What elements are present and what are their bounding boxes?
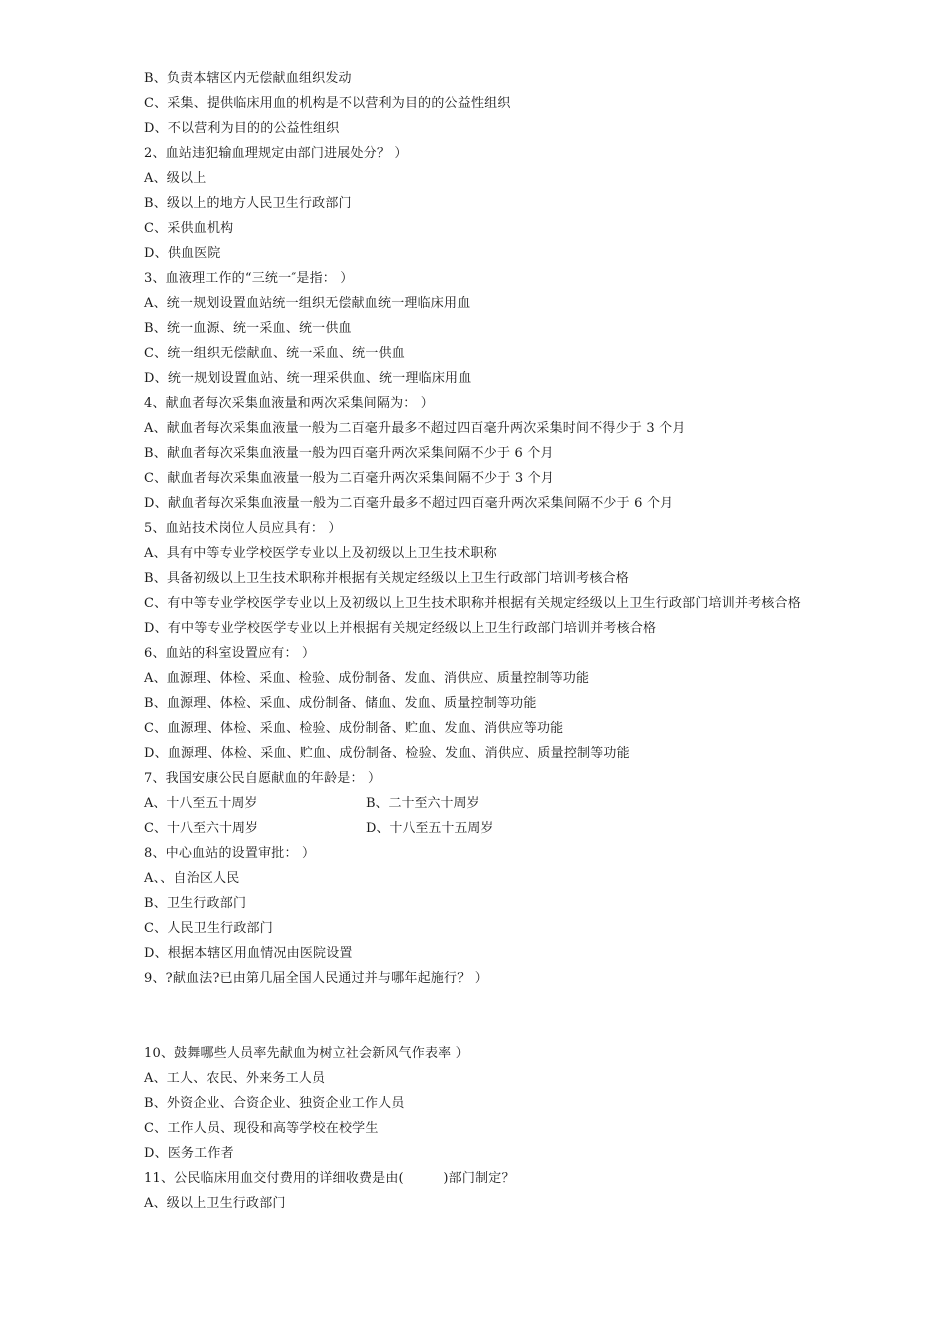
option-a-q2: A、级以上 <box>144 171 207 186</box>
options-row-q7-2 <box>144 816 824 841</box>
option-a-q5: A、具有中等专业学校医学专业以上及初级以上卫生技术职称 <box>144 546 497 561</box>
option-c-q1: C、采集、提供临床用血的机构是不以营利为目的的公益性组织 <box>144 96 511 111</box>
option-c-q7: C、十八至六十周岁 <box>144 821 258 836</box>
question-9: 9、?献血法?已由第几届全国人民通过并与哪年起施行？ ） <box>144 971 488 986</box>
option-c-q6: C、血源理、体检、采血、检验、成份制备、贮血、发血、消供应等功能 <box>144 721 564 736</box>
question-3: 3、血液理工作的“三统一″是指： ） <box>144 271 354 286</box>
option-b-q3: B、统一血源、统一采血、统一供血 <box>144 321 352 336</box>
options-row-q7-1 <box>144 791 824 816</box>
blank-space <box>144 991 824 1041</box>
question-6: 6、血站的科室设置应有： ） <box>144 646 316 661</box>
option-c-q10: C、工作人员、现役和高等学校在校学生 <box>144 1121 379 1136</box>
option-c-q4: C、献血者每次采集血液量一般为二百毫升两次采集间隔不少于 3 个月 <box>144 471 555 486</box>
option-b-q7: B、二十至六十周岁 <box>366 796 480 811</box>
option-b-q6: B、血源理、体检、采血、成份制备、储血、发血、质量控制等功能 <box>144 696 537 711</box>
option-b-q1: B、负责本辖区内无偿献血组织发动 <box>144 71 352 86</box>
option-d-q4: D、献血者每次采集血液量一般为二百毫升最多不超过四百毫升两次采集间隔不少于 6 个月 <box>144 496 674 511</box>
option-b-q8: B、卫生行政部门 <box>144 896 247 911</box>
option-a-q8: A、、自治区人民 <box>144 871 240 886</box>
option-d-q7: D、十八至五十五周岁 <box>366 821 494 836</box>
option-d-q6: D、血源理、体检、采血、贮血、成份制备、检验、发血、消供应、质量控制等功能 <box>144 746 630 761</box>
document-page <box>144 66 824 1216</box>
option-a-q3: A、统一规划设置血站统一组织无偿献血统一理临床用血 <box>144 296 471 311</box>
question-7: 7、我国安康公民自愿献血的年龄是： ） <box>144 771 382 786</box>
option-a-q10: A、工人、农民、外来务工人员 <box>144 1071 326 1086</box>
question-2: 2、血站违犯输血理规定由部门进展处分？ ） <box>144 146 408 161</box>
option-d-q8: D、根据本辖区用血情况由医院设置 <box>144 946 353 961</box>
question-5: 5、血站技术岗位人员应具有： ） <box>144 521 342 536</box>
option-a-q11: A、级以上卫生行政部门 <box>144 1196 286 1211</box>
option-b-q10: B、外资企业、合资企业、独资企业工作人员 <box>144 1096 405 1111</box>
question-11: 11、公民临床用血交付费用的详细收费是由( )部门制定？ <box>144 1171 515 1186</box>
question-10: 10、鼓舞哪些人员率先献血为树立社会新风气作表率 ） <box>144 1046 469 1061</box>
option-b-q5: B、具备初级以上卫生技术职称并根据有关规定经级以上卫生行政部门培训考核合格 <box>144 571 629 586</box>
option-d-q10: D、医务工作者 <box>144 1146 234 1161</box>
option-a-q4: A、献血者每次采集血液量一般为二百毫升最多不超过四百毫升两次采集时间不得少于 3 个月 <box>144 421 686 436</box>
option-a-q7: A、十八至五十周岁 <box>144 796 258 811</box>
option-c-q5: C、有中等专业学校医学专业以上及初级以上卫生技术职称并根据有关规定经级以上卫生行政部门培训并考核合格 <box>144 596 801 611</box>
option-c-q3: C、统一组织无偿献血、统一采血、统一供血 <box>144 346 405 361</box>
question-4: 4、献血者每次采集血液量和两次采集间隔为： ） <box>144 396 435 411</box>
option-d-q1: D、不以营利为目的的公益性组织 <box>144 121 340 136</box>
option-d-q3: D、统一规划设置血站、统一理采供血、统一理临床用血 <box>144 371 472 386</box>
option-d-q5: D、有中等专业学校医学专业以上并根据有关规定经级以上卫生行政部门培训并考核合格 <box>144 621 657 636</box>
option-c-q8: C、人民卫生行政部门 <box>144 921 273 936</box>
option-c-q2: C、采供血机构 <box>144 221 234 236</box>
option-b-q2: B、级以上的地方人民卫生行政部门 <box>144 196 352 211</box>
option-b-q4: B、献血者每次采集血液量一般为四百毫升两次采集间隔不少于 6 个月 <box>144 446 554 461</box>
question-8: 8、中心血站的设置审批： ） <box>144 846 316 861</box>
option-a-q6: A、血源理、体检、采血、检验、成份制备、发血、消供应、质量控制等功能 <box>144 671 590 686</box>
option-d-q2: D、供血医院 <box>144 246 221 261</box>
